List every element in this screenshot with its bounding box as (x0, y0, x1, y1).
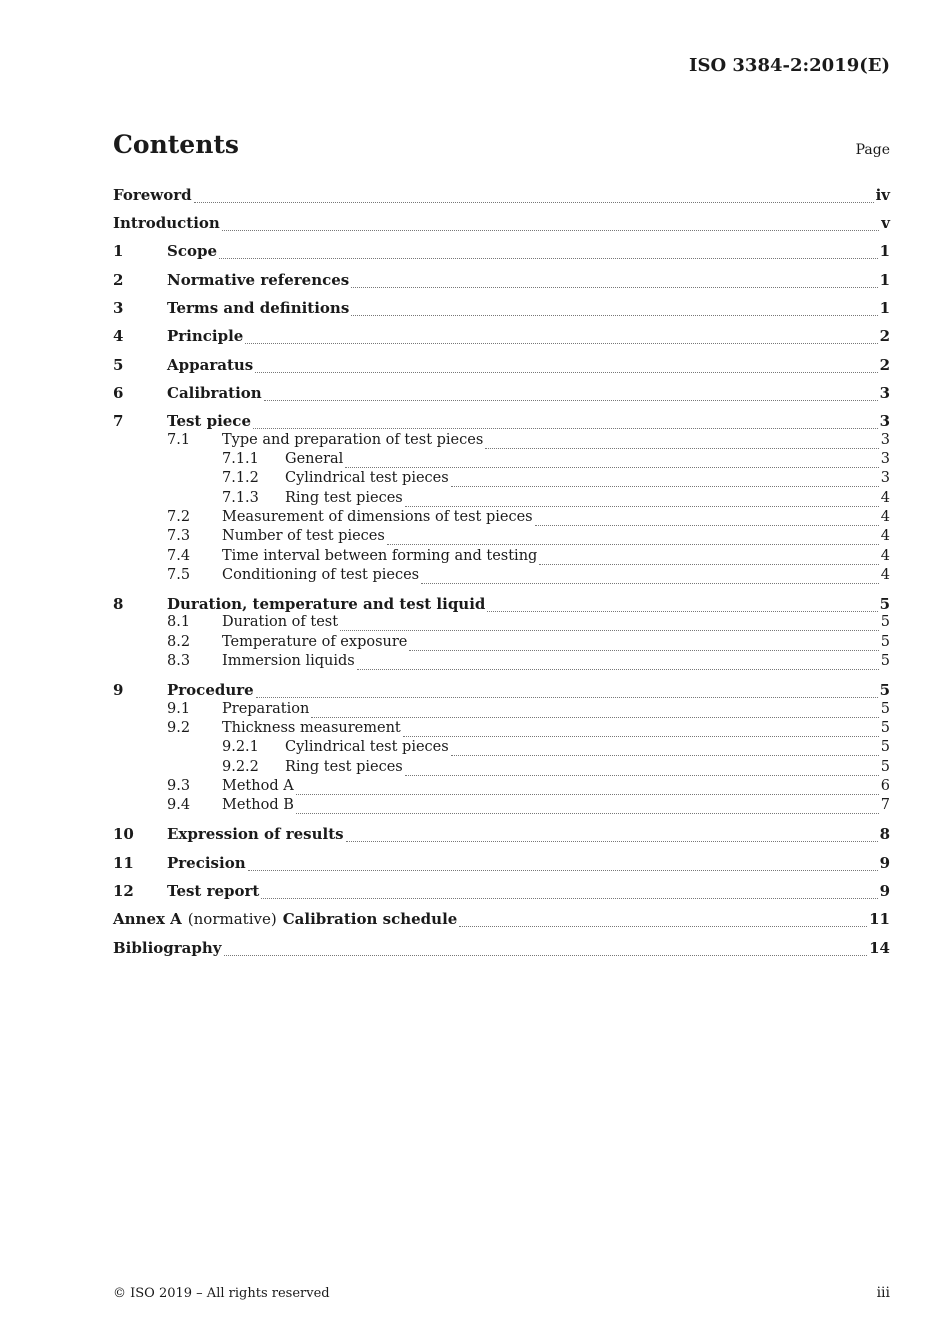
leader-dots (264, 399, 878, 401)
toc-page: 3 (879, 412, 890, 430)
toc-number: 7.5 (167, 567, 191, 583)
leader-dots (261, 897, 877, 899)
toc-page: iv (875, 186, 890, 204)
toc-entry-2[interactable] (113, 271, 890, 293)
toc-entry-3[interactable] (113, 299, 890, 321)
toc-number: 7.2 (167, 509, 191, 525)
leader-dots (248, 869, 878, 871)
toc-page: 2 (879, 356, 890, 374)
leader-dots (485, 447, 878, 449)
toc-number: 9.2 (167, 720, 191, 736)
toc-entry-bibliography[interactable] (113, 939, 890, 961)
leader-dots (296, 793, 879, 795)
document-id: ISO 3384-2:2019(E) (689, 55, 890, 76)
toc-number: 7.1 (167, 432, 191, 448)
toc-number: 9 (113, 681, 124, 699)
toc-number: 12 (113, 882, 134, 900)
toc-entry-9-2-1[interactable] (222, 739, 890, 761)
leader-dots (351, 286, 877, 288)
toc-page: 4 (880, 509, 890, 525)
leader-dots (409, 649, 878, 651)
toc-number: 9.3 (167, 778, 191, 794)
leader-dots (311, 716, 878, 718)
leader-dots (340, 629, 879, 631)
toc-title: Measurement of dimensions of test pieces (222, 509, 533, 525)
toc-number: 8.1 (167, 614, 191, 630)
toc-page: 5 (880, 653, 890, 669)
toc-title: Thickness measurement (222, 720, 401, 736)
leader-dots (351, 314, 877, 316)
toc-entry-12[interactable] (113, 882, 890, 904)
toc-page: 3 (880, 470, 890, 486)
toc-title: Normative references (167, 271, 350, 289)
footer-page-number: iii (876, 1285, 890, 1301)
toc-entry-9-4[interactable] (167, 797, 890, 819)
toc-entry-11[interactable] (113, 854, 890, 876)
toc-page: 2 (879, 327, 890, 345)
toc-page: 14 (869, 939, 890, 957)
leader-dots (255, 371, 877, 373)
toc-page: 8 (879, 825, 890, 843)
contents-title: Contents (113, 130, 240, 159)
toc-page: 4 (880, 567, 890, 583)
toc-number: 4 (113, 327, 124, 345)
toc-annex-type: (normative) (187, 910, 277, 928)
toc-page: 5 (880, 634, 890, 650)
toc-annex-label: Annex A (113, 910, 182, 928)
leader-dots (346, 840, 878, 842)
toc-page: 4 (880, 528, 890, 544)
toc-title: Cylindrical test pieces (285, 470, 449, 486)
leader-dots (357, 668, 879, 670)
toc-page: 7 (880, 797, 890, 813)
toc-entry-foreword[interactable] (113, 186, 890, 208)
toc-entry-introduction[interactable] (113, 214, 890, 236)
toc-title: Duration of test (222, 614, 339, 630)
toc-title: Preparation (222, 701, 310, 717)
toc-entry-7-5[interactable] (167, 567, 890, 589)
toc-entry-6[interactable] (113, 384, 890, 406)
toc-number: 7.4 (167, 548, 191, 564)
leader-dots (405, 774, 879, 776)
toc-page: v (881, 214, 890, 232)
toc-title: Procedure (167, 681, 254, 699)
toc-number: 8.2 (167, 634, 191, 650)
toc-entry-1[interactable] (113, 242, 890, 264)
toc-number: 9.2.2 (222, 759, 259, 775)
toc-number: 7 (113, 412, 124, 430)
toc-title: Test report (167, 882, 260, 900)
leader-dots (451, 485, 879, 487)
toc-page: 5 (880, 701, 890, 717)
toc-number: 9.1 (167, 701, 191, 717)
leader-dots (405, 505, 879, 507)
leader-dots (256, 696, 878, 698)
toc-title: Scope (167, 242, 218, 260)
toc-number: 6 (113, 384, 124, 402)
toc-page: 1 (879, 242, 890, 260)
toc-title: Ring test pieces (285, 759, 403, 775)
toc-title: Type and preparation of test pieces (222, 432, 484, 448)
leader-dots (535, 524, 879, 526)
toc-number: 7.3 (167, 528, 191, 544)
leader-dots (345, 466, 878, 468)
toc-page: 3 (879, 384, 890, 402)
toc-title: Precision (167, 854, 246, 872)
toc-page: 5 (880, 614, 890, 630)
toc-number: 8.3 (167, 653, 191, 669)
toc-entry-10[interactable] (113, 825, 890, 847)
leader-dots (296, 812, 879, 814)
toc-title: Duration, temperature and test liquid (167, 595, 486, 613)
toc-title: General (285, 451, 344, 467)
copyright-notice: © ISO 2019 – All rights reserved (113, 1286, 330, 1301)
toc-title: Immersion liquids (222, 653, 355, 669)
toc-page: 5 (880, 759, 890, 775)
leader-dots (403, 735, 879, 737)
toc-title: Calibration schedule (282, 910, 458, 928)
leader-dots (194, 201, 874, 203)
toc-number: 9.4 (167, 797, 191, 813)
toc-number: 9.2.1 (222, 739, 259, 755)
leader-dots (219, 257, 878, 259)
toc-entry-8-1[interactable] (167, 614, 890, 636)
toc-title: Expression of results (167, 825, 344, 843)
toc-entry-5[interactable] (113, 356, 890, 378)
leader-dots (253, 427, 878, 429)
toc-title: Test piece (167, 412, 251, 430)
toc-title: Conditioning of test pieces (222, 567, 420, 583)
toc-page: 5 (879, 595, 890, 613)
toc-entry-9[interactable] (113, 681, 890, 703)
toc-number: 5 (113, 356, 124, 374)
toc-number: 8 (113, 595, 124, 613)
toc-number: 7.1.3 (222, 490, 259, 506)
toc-entry-7[interactable] (113, 412, 890, 434)
page-column-label: Page (855, 142, 890, 158)
leader-dots (487, 610, 877, 612)
toc-title: Number of test pieces (222, 528, 385, 544)
toc-title: Method A (222, 778, 294, 794)
toc-page: 9 (879, 854, 890, 872)
toc-title: Terms and definitions (167, 299, 350, 317)
leader-dots (224, 954, 868, 956)
toc-title: Ring test pieces (285, 490, 403, 506)
toc-page: 9 (879, 882, 890, 900)
toc-title: Apparatus (167, 356, 254, 374)
toc-title: Calibration (167, 384, 262, 402)
toc-number: 7.1.2 (222, 470, 259, 486)
toc-page: 11 (869, 910, 890, 928)
toc-page: 5 (880, 739, 890, 755)
toc-entry-7-3[interactable] (167, 528, 890, 550)
toc-page: 4 (880, 548, 890, 564)
leader-dots (387, 543, 879, 545)
toc-title: Cylindrical test pieces (285, 739, 449, 755)
toc-page: 1 (879, 271, 890, 289)
toc-page: 5 (880, 720, 890, 736)
leader-dots (421, 582, 879, 584)
toc-number: 3 (113, 299, 124, 317)
toc-page: 3 (880, 432, 890, 448)
toc-page: 3 (880, 451, 890, 467)
leader-dots (451, 754, 879, 756)
toc-entry-4[interactable] (113, 327, 890, 349)
toc-title: Time interval between forming and testing (222, 548, 538, 564)
toc-number: 1 (113, 242, 124, 260)
leader-dots (245, 342, 877, 344)
toc-number: 7.1.1 (222, 451, 259, 467)
leader-dots (539, 563, 878, 565)
toc-title: Bibliography (113, 939, 222, 957)
toc-entry-7-1-2[interactable] (222, 470, 890, 492)
toc-title: Introduction (113, 214, 220, 232)
leader-dots (459, 925, 867, 927)
toc-title: Method B (222, 797, 294, 813)
toc-number: 11 (113, 854, 134, 872)
toc-page: 1 (879, 299, 890, 317)
toc-page: 5 (879, 681, 890, 699)
toc-entry-8-3[interactable] (167, 653, 890, 675)
leader-dots (222, 229, 879, 231)
toc-page: 6 (880, 778, 890, 794)
toc-title: Principle (167, 327, 244, 345)
toc-page: 4 (880, 490, 890, 506)
toc-number: 10 (113, 825, 134, 843)
toc-title: Temperature of exposure (222, 634, 408, 650)
toc-entry-annex-a[interactable] (113, 910, 890, 932)
toc-title: Foreword (113, 186, 192, 204)
toc-number: 2 (113, 271, 124, 289)
